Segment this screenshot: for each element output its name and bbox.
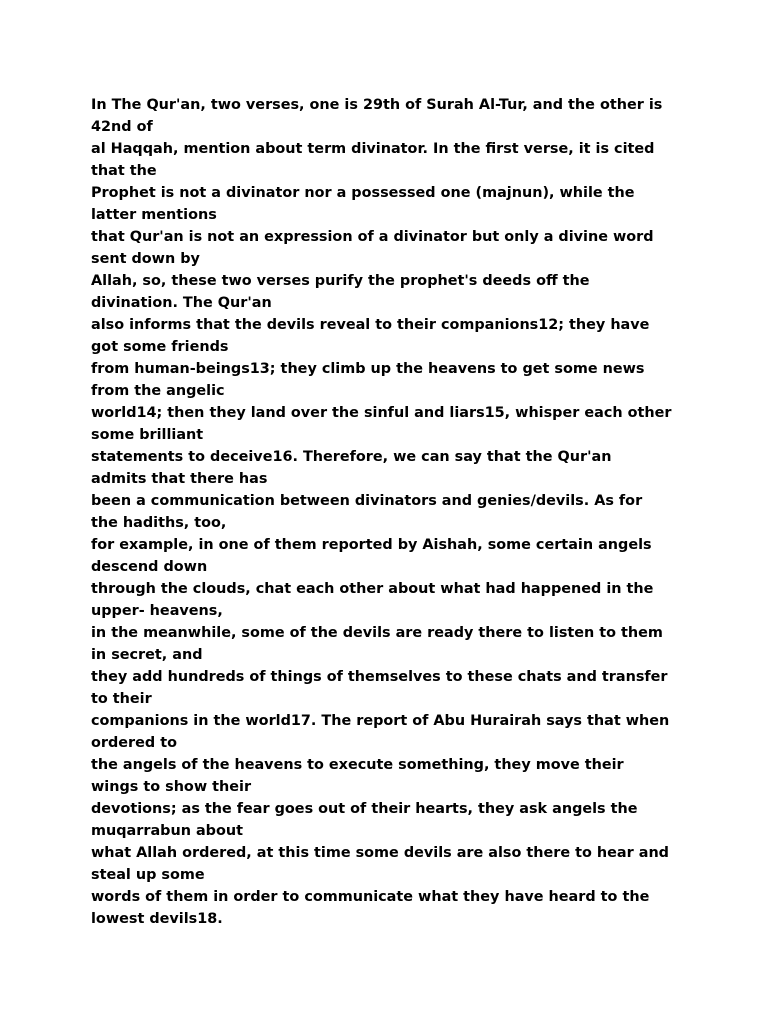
text-line: been a communication between divinators and genies/devils. As for [91,493,643,509]
text-line: from the angelic [91,383,225,399]
text-line: latter mentions [91,207,217,223]
text-line: 42nd of [91,119,153,135]
text-line: sent down by [91,251,200,267]
text-line: what Allah ordered, at this time some devils are also there to hear and [91,845,669,861]
text-line: muqarrabun about [91,823,243,839]
text-line: admits that there has [91,471,268,487]
text-line: for example, in one of them reported by Aishah, some certain angels [91,537,652,553]
text-line: companions in the world17. The report of Abu Hurairah says that when [91,713,670,729]
text-line: also informs that the devils reveal to their companions12; they have [91,317,650,333]
text-line: divination. The Qur'an [91,295,272,311]
text-line: in the meanwhile, some of the devils are ready there to listen to them [91,625,663,641]
text-line: Prophet is not a divinator nor a possessed one (majnun), while the [91,185,635,201]
text-line: some brilliant [91,427,204,443]
text-line: in secret, and [91,647,203,663]
text-line: from human-beings13; they climb up the heavens to get some news [91,361,645,377]
text-line: al Haqqah, mention about term divinator. In the first verse, it is cited [91,141,655,157]
text-line: steal up some [91,867,205,883]
text-line: upper- heavens, [91,603,223,619]
text-line: through the clouds, chat each other about what had happened in the [91,581,654,597]
text-line: In The Qur'an, two verses, one is 29th of Surah Al-Tur, and the other is [91,97,663,113]
text-line: words of them in order to communicate what they have heard to the [91,889,650,905]
body-text [91,94,701,930]
text-line: world14; then they land over the sinful and liars15, whisper each other [91,405,672,421]
text-line: descend down [91,559,208,575]
text-line: wings to show their [91,779,252,795]
text-line: to their [91,691,152,707]
text-line: statements to deceive16. Therefore, we can say that the Qur'an [91,449,612,465]
text-line: the angels of the heavens to execute something, they move their [91,757,624,773]
text-line: ordered to [91,735,177,751]
text-line: they add hundreds of things of themselves to these chats and transfer [91,669,668,685]
text-line: the hadiths, too, [91,515,227,531]
text-line: Allah, so, these two verses purify the prophet's deeds off the [91,273,590,289]
text-line: devotions; as the fear goes out of their hearts, they ask angels the [91,801,638,817]
text-line: got some friends [91,339,229,355]
text-line: that Qur'an is not an expression of a divinator but only a divine word [91,229,654,245]
text-line: lowest devils18. [91,911,223,927]
text-line: that the [91,163,157,179]
